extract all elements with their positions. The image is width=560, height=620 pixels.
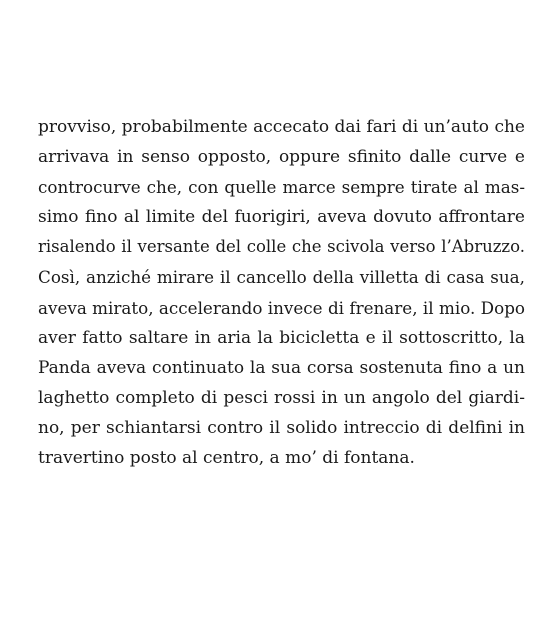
text-line: risalendo il versante del colle che scivola verso l’Abruzzo. bbox=[38, 237, 525, 257]
text-line: arrivava in senso opposto, oppure sfinito dalle curve e bbox=[38, 147, 525, 168]
text-line: Così, anziché mirare il cancello della villetta di casa sua, bbox=[38, 267, 525, 288]
text-line: no, per schiantarsi contro il solido intreccio di delfini in bbox=[38, 417, 525, 438]
text-line: controcurve che, con quelle marce sempre tirate al mas- bbox=[38, 177, 525, 198]
text-line: aver fatto saltare in aria la bicicletta e il sottoscritto, la bbox=[38, 327, 525, 348]
text-line: travertino posto al centro, a mo’ di fontana. bbox=[38, 448, 415, 469]
text-line: aveva mirato, accelerando invece di frenare, il mio. Dopo bbox=[38, 297, 525, 318]
body-paragraph bbox=[38, 112, 525, 473]
text-line: simo fino al limite del fuorigiri, aveva dovuto affrontare bbox=[38, 207, 525, 228]
text-line: laghetto completo di pesci rossi in un angolo del giardi- bbox=[38, 387, 525, 408]
text-line: Panda aveva continuato la sua corsa sostenuta fino a un bbox=[38, 357, 525, 378]
text-line: provviso, probabilmente accecato dai fari di un’auto che bbox=[38, 117, 525, 137]
